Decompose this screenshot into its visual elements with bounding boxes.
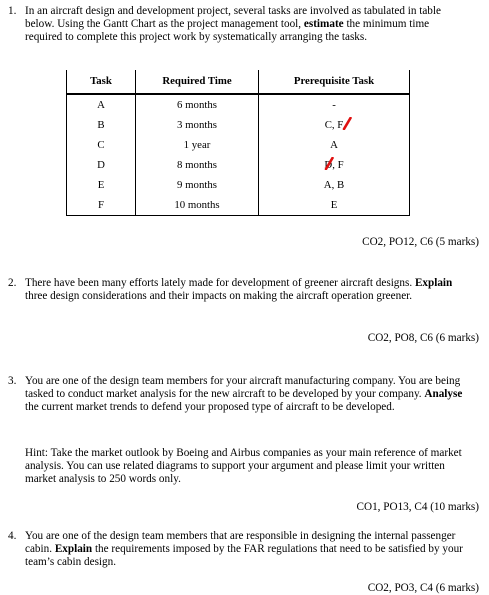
table-cell: C (67, 135, 136, 155)
column-header: Prerequisite Task (259, 70, 410, 94)
table-cell: 9 months (136, 175, 259, 195)
table-row (67, 155, 410, 175)
table-cell (259, 115, 410, 135)
table-cell: F (67, 195, 136, 216)
question-4-marks-partial: CO2, PO3, C4 (6 marks) (367, 582, 479, 594)
hint-text: Hint: Take the market outlook by Boeing and Airbus companies as your main reference of market analysis. You can use related diagrams to support your argument and please limit your written market analysis to 250 words only. (25, 447, 462, 485)
question-1-marks: CO2, PO12, C6 (5 marks) (362, 236, 479, 248)
red-strike-mark (342, 117, 352, 130)
question-number: 4. (8, 530, 17, 542)
table-cell (259, 155, 410, 175)
table-cell: E (259, 195, 410, 216)
question-number: 3. (8, 375, 17, 387)
table-cell: - (259, 94, 410, 115)
table-cell: 3 months (136, 115, 259, 135)
table-cell: D (67, 155, 136, 175)
table-cell: B (67, 115, 136, 135)
table-row (67, 115, 410, 135)
prerequisite-text: D, F (324, 159, 344, 171)
table-cell: E (67, 175, 136, 195)
red-strike-mark (324, 157, 334, 170)
question-text: There have been many efforts lately made for development of greener aircraft designs. Explain three design considerations and their impacts on making the aircraft operation greener. (25, 277, 453, 302)
question-3-marks: CO1, PO13, C4 (10 marks) (356, 501, 479, 513)
task-table (66, 70, 410, 216)
column-header: Required Time (136, 70, 259, 94)
question-text: You are one of the design team members for your aircraft manufacturing company. You are being tasked to conduct market analysis for the new aircraft to be developed by your company. Analyse the current market trends to defend your proposed type of aircraft to be developed. (25, 375, 463, 413)
table-row (67, 94, 410, 115)
table-cell: A, B (259, 175, 410, 195)
prerequisite-text: C, F (325, 115, 344, 135)
question-number: 1. (8, 5, 17, 17)
table-row (67, 175, 410, 195)
table-cell: 10 months (136, 195, 259, 216)
table-cell: 6 months (136, 94, 259, 115)
table-row (67, 195, 410, 216)
question-text: You are one of the design team members that are responsible in designing the internal passenger cabin. Explain the requirements imposed by the FAR regulations that need to be satisfied by your team’s cabin design. (25, 530, 463, 568)
question-text: In an aircraft design and development project, several tasks are involved as tabulated in table below. Using the Gantt Chart as the project management tool, estimate the minimum time required to complete this project work by systematically arranging the tasks. (25, 5, 441, 43)
table-cell: A (259, 135, 410, 155)
column-header: Task (67, 70, 136, 94)
question-2-marks: CO2, PO8, C6 (6 marks) (367, 332, 479, 344)
table-cell: A (67, 94, 136, 115)
table-row (67, 135, 410, 155)
table-cell: 8 months (136, 155, 259, 175)
table-header-row (67, 70, 410, 94)
question-number: 2. (8, 277, 17, 289)
table-cell: 1 year (136, 135, 259, 155)
